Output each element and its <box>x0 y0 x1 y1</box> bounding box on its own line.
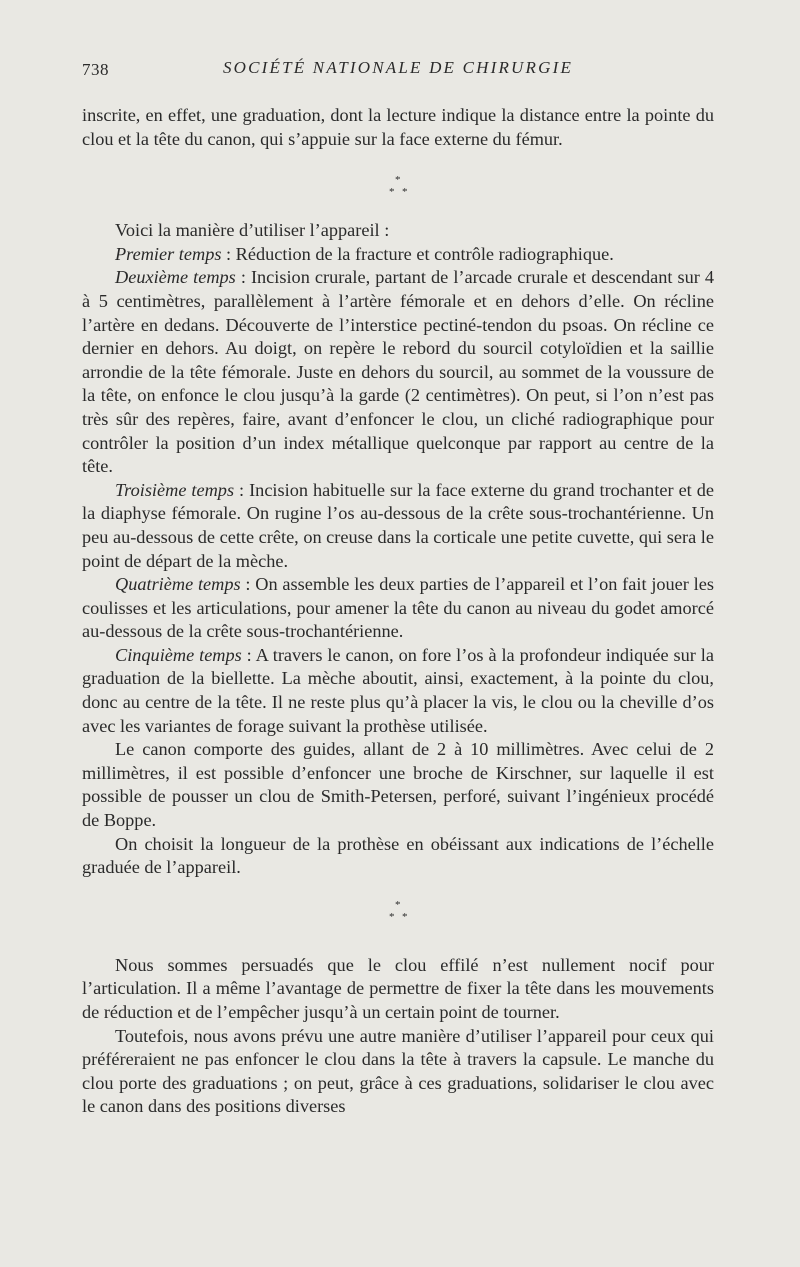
paragraph-step-1 <box>82 243 714 267</box>
paragraph-intro: Voici la manière d’utiliser l’appareil : <box>115 220 390 241</box>
step-4-text: : On assemble les deux parties de l’appareil et l’on fait jouer les coulisses et les articulations, pour amener la tête du canon au niveau du godet amorcé au-dessous de la crête sous-trochantérienne. <box>82 574 714 642</box>
asterism-separator-2 <box>82 880 714 946</box>
step-2-heading: Deuxième temps <box>115 267 236 288</box>
step-2-text: : Incision crurale, partant de l’arcade crurale et descendant sur 4 à 5 centimètres, parallèlement à l’artère fémorale et en dehors d’elle. On récline l’artère en dedans. Découverte de l’interstice pectiné-tendon du psoas. On récline ce dernier en dehors. Au doigt, on repère le rebord du sourcil cotyloïdien et la saillie arrondie de la tête fémorale. Juste en dehors du sourcil, au sommet de la voussure de la tête, on enfonce le clou jusqu’à la garde (2 centimètres). On peut, si l’on n’est pas très sûr des repères, faire, avant d’enfoncer le clou, un cliché radiographique pour contrôler la position d’un index métallique quelconque par rapport au centre de la tête. <box>82 267 714 477</box>
book-page <box>82 58 714 1119</box>
step-5-heading: Cinquième temps <box>115 644 242 665</box>
running-head <box>82 58 714 84</box>
journal-title: SOCIÉTÉ NATIONALE DE CHIRURGIE <box>222 58 574 77</box>
paragraph-step-5 <box>82 644 714 738</box>
asterism-star-right: * <box>402 910 408 923</box>
paragraph-persuaded: Nous sommes persuadés que le clou effilé n’est nullement nocif pour l’articulation. Il a même l’avantage de permettre de fixer la tête dans les mouvements de réduction et de l’empêcher jusqu’à un certain point de tourner. <box>82 954 714 1022</box>
page-number: 738 <box>82 60 109 79</box>
step-4-heading: Quatrième temps <box>115 574 241 595</box>
asterism-star-top: * <box>395 174 401 187</box>
asterism-star-left: * <box>389 186 395 199</box>
paragraph-prosthesis-length: On choisit la longueur de la prothèse en obéissant aux indications de l’échelle graduée de l’appareil. <box>82 833 714 878</box>
step-3-heading: Troisième temps <box>115 479 235 500</box>
paragraph-canon-guides: Le canon comporte des guides, allant de 2 à 10 millimètres. Avec celui de 2 millimètres, il est possible d’enfoncer une broche de Kirschner, sur laquelle il est possible de pousser un clou de Smith-Petersen, perforé, suivant l’ingénieux procédé de Boppe. <box>82 739 714 831</box>
step-5-text: : A travers le canon, on fore l’os à la profondeur indiquée sur la graduation de la biellette. La mèche aboutit, ainsi, exactement, à la pointe du clou, donc au centre de la tête. Il ne reste plus qu’à placer la vis, le clou ou la cheville d’os avec les variantes de forage suivant la prothèse utilisée. <box>82 644 714 736</box>
paragraph-step-3 <box>82 479 714 573</box>
paragraph-continued: inscrite, en effet, une graduation, dont la lecture indique la distance entre la pointe du clou et la tête du canon, qui s’appuie sur la face externe du fémur. <box>82 105 714 149</box>
step-3-text: : Incision habituelle sur la face externe du grand trochanter et de la diaphyse fémorale. On rugine l’os au-dessous de la crête sous-trochantérienne. Un peu au-dessous de cette crête, on creuse dans la corticale une petite cuvette, qui sera le point de départ de la mèche. <box>82 479 714 571</box>
asterism-separator <box>82 151 714 215</box>
asterism-star-right: * <box>402 186 408 199</box>
asterism-star-left: * <box>389 910 395 923</box>
paragraph-step-4 <box>82 573 714 644</box>
step-1-text: : Réduction de la fracture et contrôle radiographique. <box>221 243 614 264</box>
paragraph-alternative: Toutefois, nous avons prévu une autre manière d’utiliser l’appareil pour ceux qui préféreraient ne pas enfoncer le clou dans la tête à travers la capsule. Le manche du clou porte des graduations ; on peut, grâce à ces graduations, solidariser le clou avec le canon dans des positions diverses <box>82 1025 714 1117</box>
paragraph-step-2 <box>82 266 714 478</box>
asterism-star-top: * <box>395 898 401 911</box>
step-1-heading: Premier temps <box>115 243 222 264</box>
